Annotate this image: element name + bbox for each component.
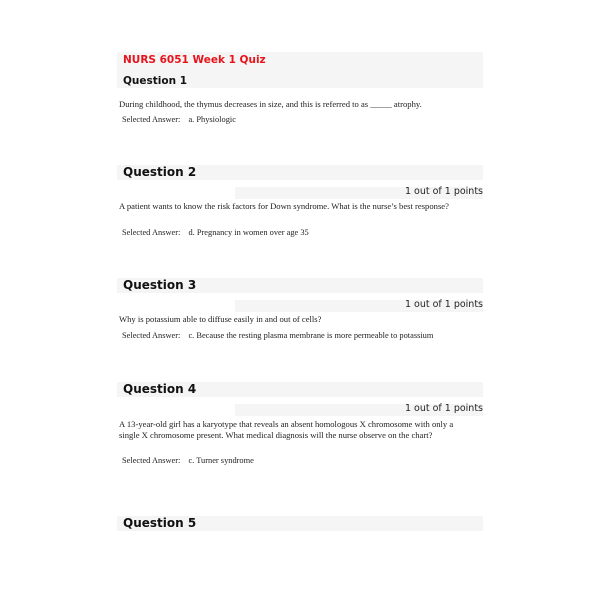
question-2-heading: Question 2 xyxy=(123,165,197,179)
question-2-text: A patient wants to know the risk factors for Down syndrome. What is the nurse’s best response? xyxy=(119,201,449,211)
question-1-heading: Question 1 xyxy=(123,75,188,87)
question-1-answer xyxy=(122,115,236,124)
question-4-answer xyxy=(122,456,254,465)
document-title: NURS 6051 Week 1 Quiz xyxy=(123,54,266,66)
question-3-text: Why is potassium able to diffuse easily in and out of cells? xyxy=(119,314,322,324)
selected-answer-value: c. Turner syndrome xyxy=(188,456,254,465)
question-3-heading: Question 3 xyxy=(123,278,197,292)
question-2-points: 1 out of 1 points xyxy=(404,186,483,197)
question-1-text: During childhood, the thymus decreases in size, and this is referred to as _____ atrophy. xyxy=(119,99,422,109)
selected-answer-label: Selected Answer: xyxy=(122,456,181,465)
selected-answer-value: d. Pregnancy in women over age 35 xyxy=(188,228,309,237)
selected-answer-label: Selected Answer: xyxy=(122,331,181,340)
selected-answer-value: a. Physiologic xyxy=(188,115,236,124)
question-3-answer xyxy=(122,331,433,340)
selected-answer-value: c. Because the resting plasma membrane is more permeable to potassium xyxy=(188,331,434,340)
question-3-points: 1 out of 1 points xyxy=(404,299,483,310)
selected-answer-label: Selected Answer: xyxy=(122,115,181,124)
question-2-answer xyxy=(122,228,309,237)
question-4-text: A 13-year-old girl has a karyotype that reveals an absent homologous X chromosome with only a single X chromosome present. What medical diagnosis will the nurse observe on the chart? xyxy=(119,419,454,440)
question-5-heading: Question 5 xyxy=(123,516,197,530)
selected-answer-label: Selected Answer: xyxy=(122,228,181,237)
question-4-heading: Question 4 xyxy=(123,382,197,396)
question-4-points: 1 out of 1 points xyxy=(404,403,483,414)
